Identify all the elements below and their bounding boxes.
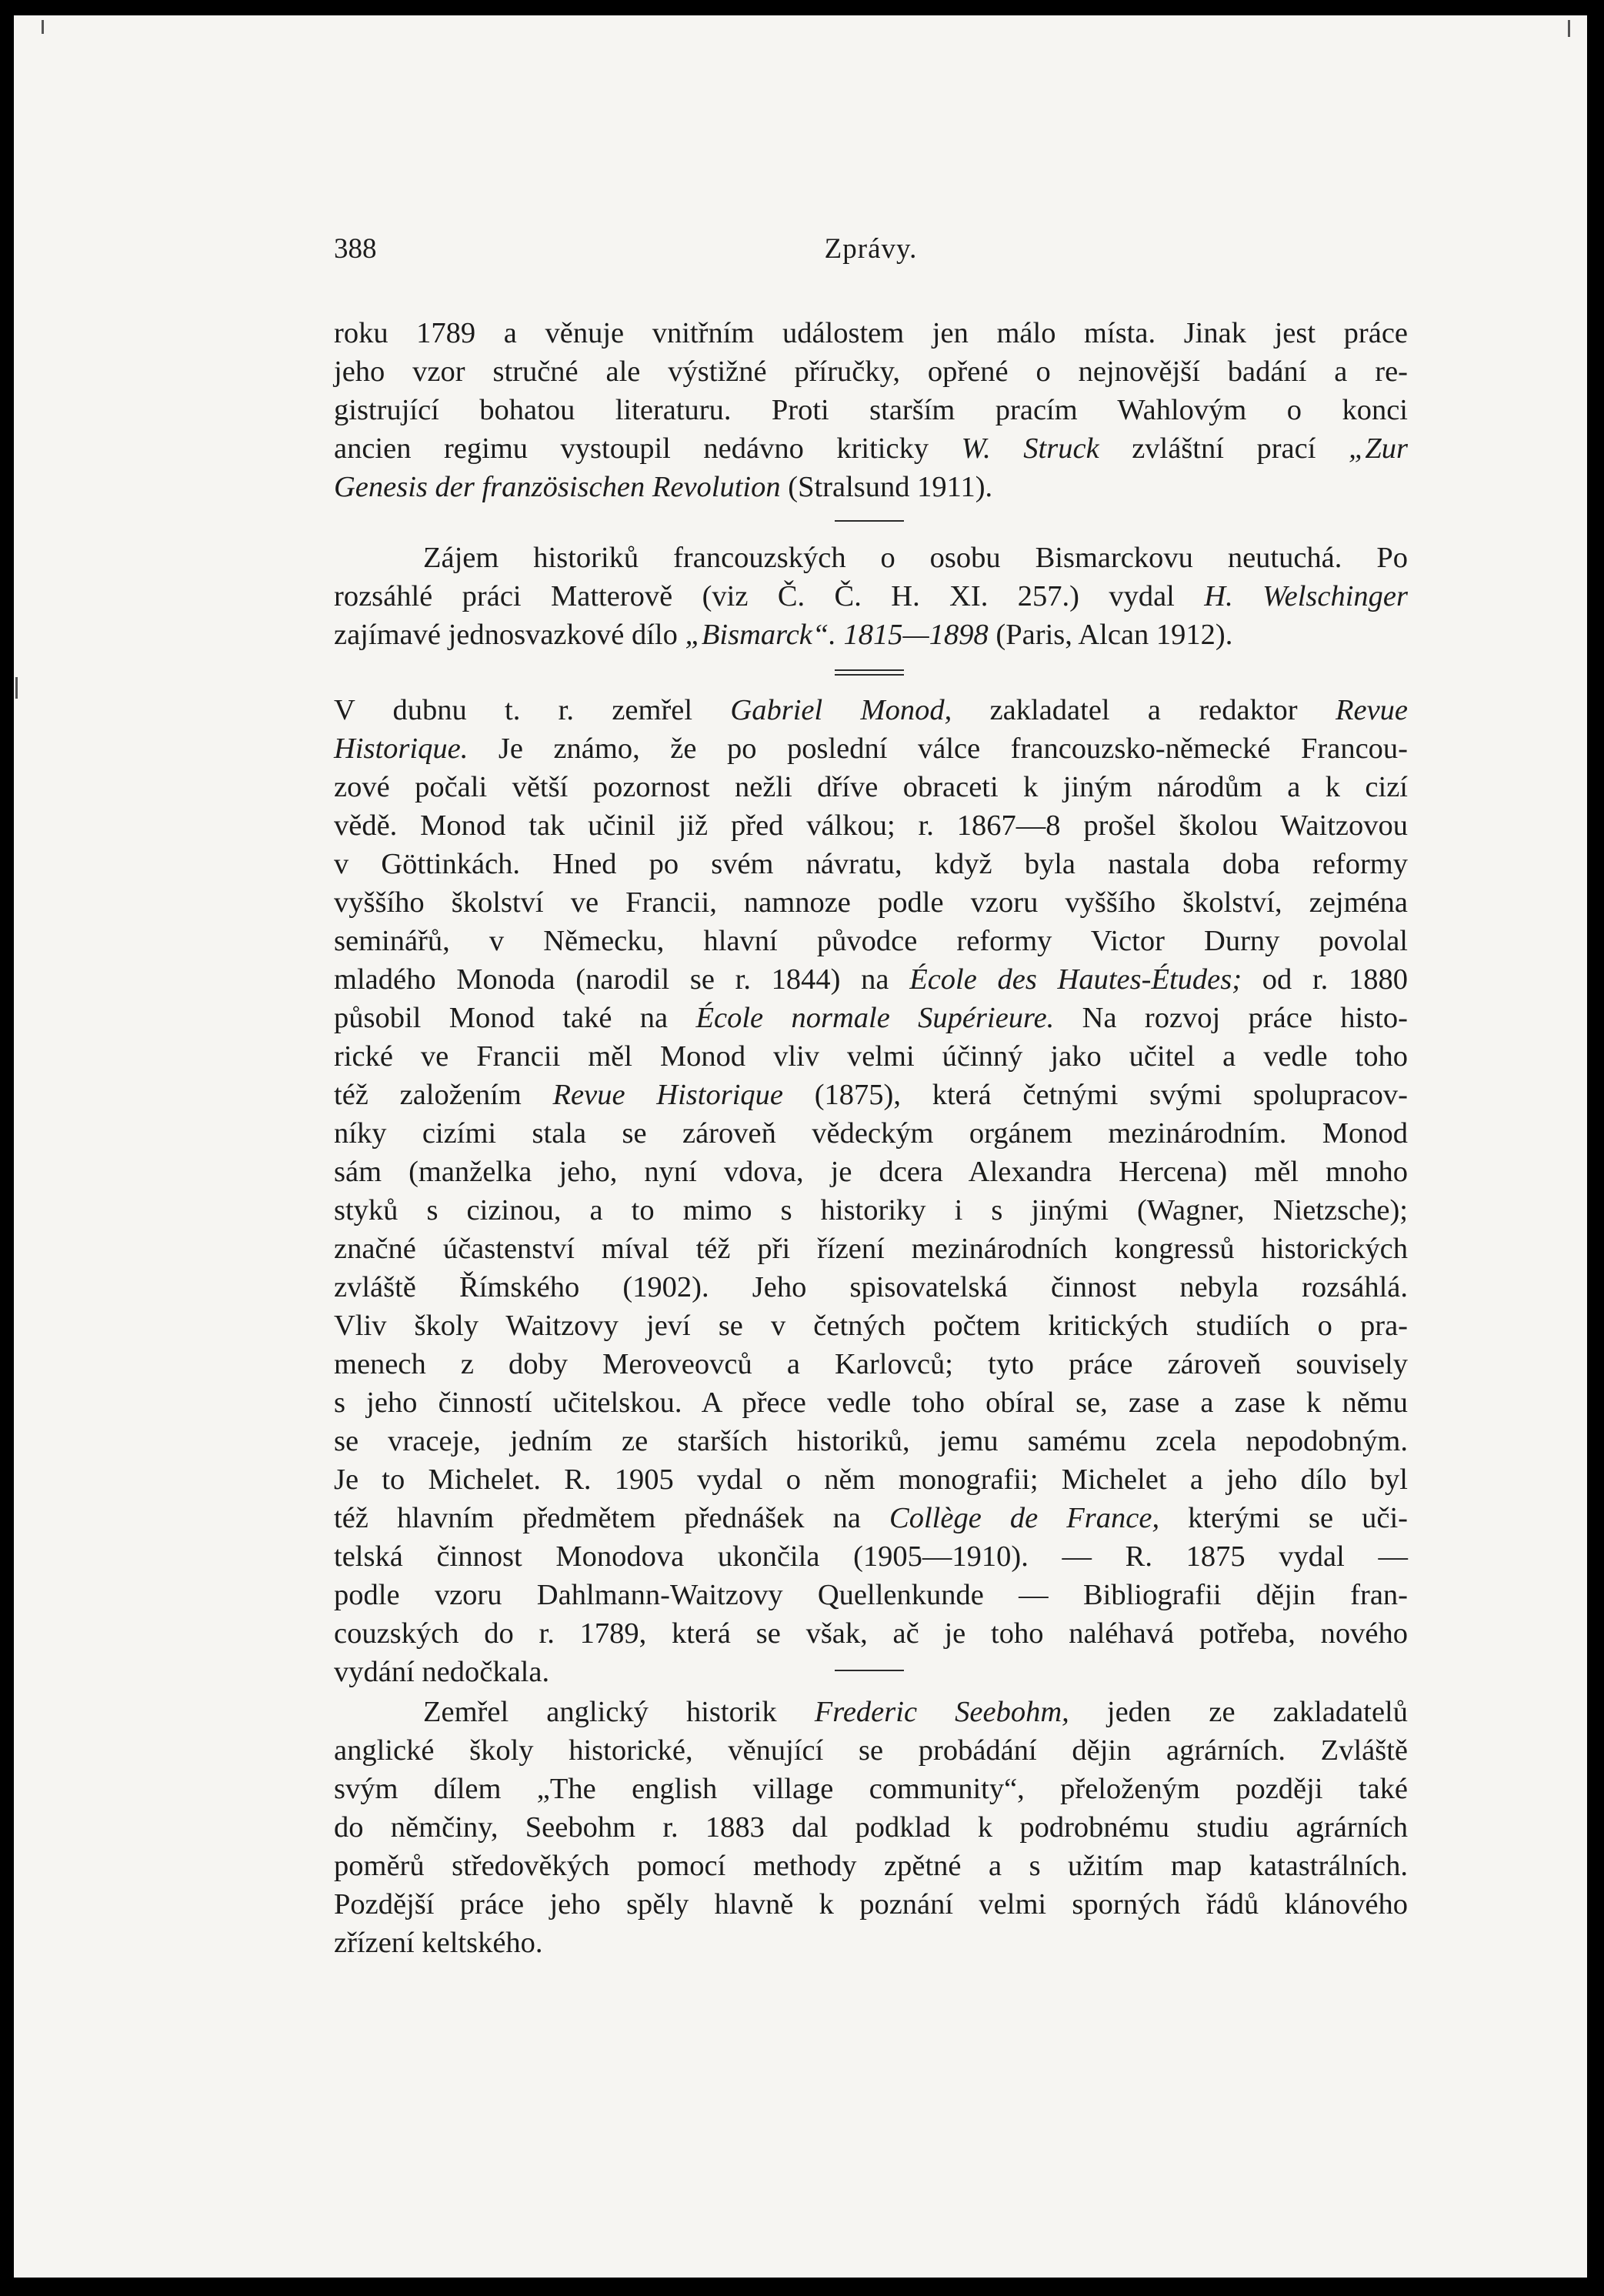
- scan-mark-top-right: [1568, 20, 1570, 37]
- text-line: podle vzoru Dahlmann-Waitzovy Quellenkunde — Bibliografii dějin fran-: [334, 1579, 1408, 1611]
- journal-title: Historique.: [334, 733, 469, 765]
- text-line: mladého Monoda (narodil se r. 1844) na École des Hautes-Études; od r. 1880: [334, 963, 1408, 996]
- running-head: [334, 232, 1408, 279]
- paragraph-welschinger: [334, 539, 1408, 654]
- section-divider: [835, 520, 904, 522]
- text-line: telská činnost Monodova ukončila (1905—1910). — R. 1875 vydal —: [334, 1540, 1408, 1573]
- text-line: vědě. Monod tak učinil již před válkou; r. 1867—8 prošel školou Waitzovou: [334, 809, 1408, 842]
- text-line: Genesis der französischen Revolution (Stralsund 1911).: [334, 471, 993, 503]
- text-line: Zemřel anglický historik Frederic Seebohm, jeden ze zakladatelů: [423, 1696, 1408, 1728]
- text-line: Je to Michelet. R. 1905 vydal o něm monografii; Michelet a jeho dílo byl: [334, 1463, 1408, 1496]
- book-title: Genesis der französischen Revolution: [334, 471, 781, 503]
- book-title: „Zur: [1348, 432, 1408, 465]
- text-line: vyššího školství ve Francii, namnoze podle vzoru vyššího školství, zejména: [334, 886, 1408, 919]
- text-line: se vraceje, jedním ze starších historiků, jemu samému zcela nepodobným.: [334, 1425, 1408, 1457]
- text-line: Vliv školy Waitzovy jeví se v četných počtem kritických studiích o pra-: [334, 1310, 1408, 1342]
- text-line: Pozdější práce jeho spěly hlavně k poznání velmi sporných řádů klánového: [334, 1888, 1408, 1921]
- author-name: W. Struck: [961, 432, 1099, 465]
- text-line: Zájem historiků francouzských o osobu Bismarckovu neutuchá. Po: [423, 542, 1408, 574]
- page-number: 388: [334, 233, 377, 265]
- section-divider: [835, 1670, 904, 1671]
- text-line: do němčiny, Seebohm r. 1883 dal podklad k podrobnému studiu agrárních: [334, 1811, 1408, 1844]
- text-line: V dubnu t. r. zemřel Gabriel Monod, zakladatel a redaktor Revue: [334, 694, 1409, 726]
- text-line: zajímavé jednosvazkové dílo „Bismarck“. 1815—1898 (Paris, Alcan 1912).: [334, 619, 1233, 651]
- text-line: též založením Revue Historique (1875), která četnými svými spolupracov-: [334, 1079, 1408, 1111]
- text-line: zové počali větší pozornost nežli dříve obraceti k jiným národům a k cizí: [334, 771, 1408, 803]
- text-line: menech z doby Meroveovců a Karlovců; tyto práce zároveň souvisely: [334, 1348, 1408, 1380]
- text-line: poměrů středověkých pomocí methody zpětné a s užitím map katastrálních.: [334, 1850, 1408, 1882]
- text-line: zřízení keltského.: [334, 1927, 543, 1959]
- text-line: vydání nedočkala.: [334, 1656, 550, 1688]
- text-line: roku 1789 a věnuje vnitřním událostem jen málo místa. Jinak jest práce: [334, 317, 1408, 349]
- text-line: svým dílem „The english village community“, přeloženým později také: [334, 1773, 1408, 1805]
- paragraph-seebohm: [334, 1693, 1408, 1962]
- section-divider-double: [835, 669, 904, 676]
- running-title: Zprávy.: [824, 233, 918, 265]
- text-line: Historique. Je známo, že po poslední válce francouzsko-německé Francou-: [334, 733, 1408, 765]
- journal-title: Revue Historique: [552, 1079, 783, 1111]
- school-name: École normale Supérieure.: [695, 1002, 1055, 1034]
- institution-name: Collège de France,: [889, 1502, 1160, 1534]
- scan-mark-left-edge: [15, 677, 18, 699]
- text-line: značné účastenství míval též při řízení mezinárodních kongressů historických: [334, 1233, 1408, 1265]
- text-line: níky cizími stala se zároveň vědeckým orgánem mezinárodním. Monod: [334, 1117, 1408, 1150]
- paragraph-struck: [334, 314, 1408, 506]
- text-line: gistrující bohatou literaturu. Proti starším pracím Wahlovým o konci: [334, 394, 1408, 426]
- text-line: zvláště Římského (1902). Jeho spisovatelská činnost nebyla rozsáhlá.: [334, 1271, 1408, 1303]
- text-line: styků s cizinou, a to mimo s historiky i s jinými (Wagner, Nietzsche);: [334, 1194, 1408, 1226]
- person-name: Gabriel Monod,: [730, 694, 952, 726]
- scan-mark-top-left: [42, 20, 44, 34]
- journal-title: Revue: [1335, 694, 1409, 726]
- text-line: jeho vzor stručné ale výstižné příručky, opřené o nejnovější badání a re-: [334, 355, 1408, 388]
- text-line: též hlavním předmětem přednášek na Collège de France, kterými se uči-: [334, 1502, 1408, 1534]
- school-name: École des Hautes-Études;: [909, 963, 1242, 996]
- text-line: rozsáhlé práci Matterově (viz Č. Č. H. XI. 257.) vydal H. Welschinger: [334, 580, 1408, 612]
- text-line: s jeho činností učitelskou. A přece vedle toho obíral se, zase a zase k němu: [334, 1387, 1408, 1419]
- author-name: H. Welschinger: [1204, 580, 1408, 612]
- person-name: Frederic Seebohm,: [814, 1696, 1069, 1728]
- book-title: „Bismarck“. 1815—1898: [685, 619, 989, 651]
- text-line: sám (manželka jeho, nyní vdova, je dcera Alexandra Hercena) měl mnoho: [334, 1156, 1408, 1188]
- text-line: působil Monod také na École normale Supérieure. Na rozvoj práce histo-: [334, 1002, 1408, 1034]
- text-line: seminářů, v Německu, hlavní původce reformy Victor Durny povolal: [334, 925, 1408, 957]
- paragraph-monod: [334, 691, 1408, 1691]
- text-line: couzských do r. 1789, která se však, ač je toho naléhavá potřeba, nového: [334, 1617, 1408, 1650]
- text-line: ancien regimu vystoupil nedávno kriticky W. Struck zvláštní prací „Zur: [334, 432, 1408, 465]
- text-line: v Göttinkách. Hned po svém návratu, když byla nastala doba reformy: [334, 848, 1408, 880]
- text-line: rické ve Francii měl Monod vliv velmi účinný jako učitel a vedle toho: [334, 1040, 1408, 1073]
- text-line: anglické školy historické, věnující se probádání dějin agrárních. Zvláště: [334, 1734, 1408, 1767]
